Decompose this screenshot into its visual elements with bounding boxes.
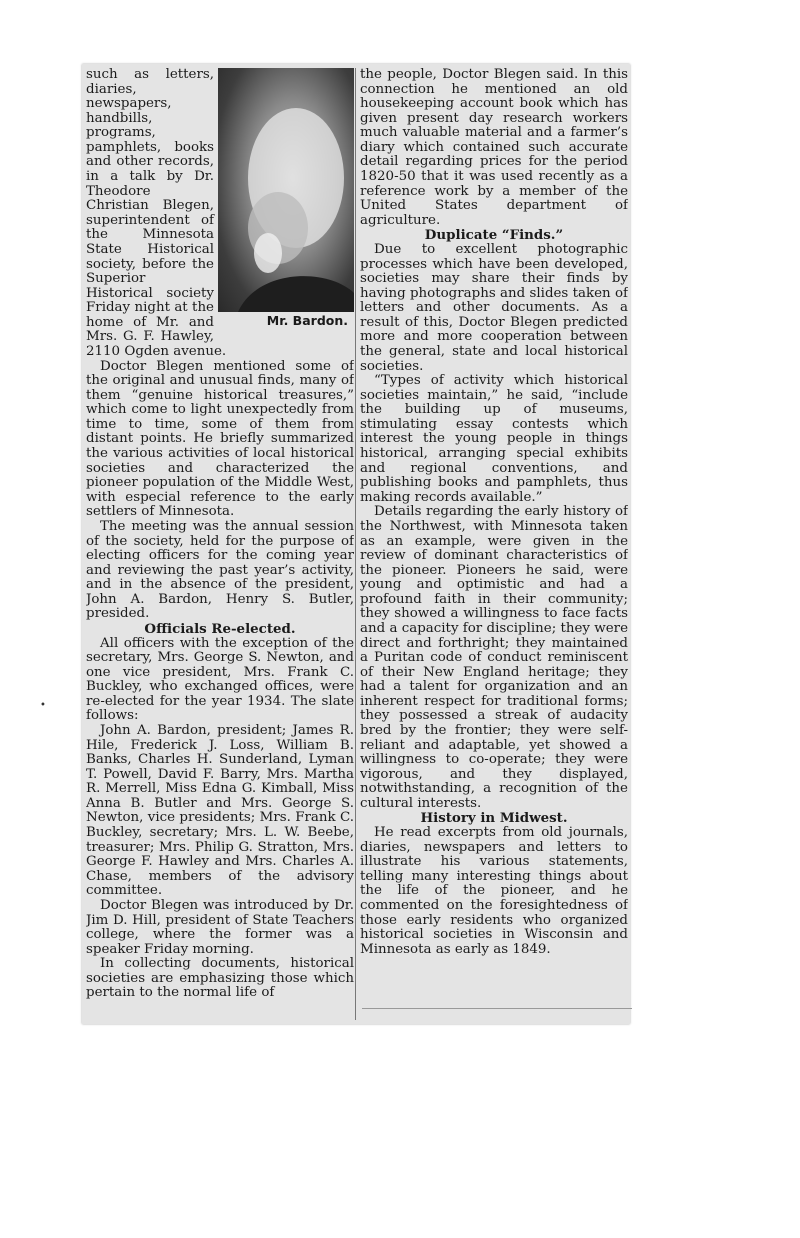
article-paragraph: the people, Doctor Blegen said. In this connection he mentioned an old housekeeping account book which has given present day research workers much valuable material and a farmer’s diary which contained such accurate detail regarding prices for the period 1820-50 that it was used recently as a reference work by a member of the United States department of agriculture. — [360, 68, 628, 228]
right-column — [360, 68, 628, 1018]
left-column — [86, 68, 354, 1018]
portrait-figure — [218, 68, 354, 332]
article-paragraph: He read excerpts from old journals, diaries, newspapers and letters to illustrate his various statements, telling many interesting things about the life of the pioneer, and he commented on the foresightedness of those early residents who organized historical societies in Wisconsin and Minnesota as early as 1849. — [360, 825, 628, 957]
portrait-silhouette — [218, 68, 354, 312]
photo-caption: Mr. Bardon. — [266, 313, 348, 328]
subheading-officials: Officials Re-elected. — [144, 620, 296, 637]
article-paragraph: The meeting was the annual session of the society, held for the purpose of electing officers for the coming year and reviewing the past year’s activity, and in the absence of the president, John A. Bardon, Henry S. Butler, presided. — [86, 518, 354, 622]
article-paragraph: Due to excellent photographic processes which have been developed, societies may share their finds by having photographs and slides taken of letters and other documents. As a result of this, Doctor Blegen predicted more and more cooperation between the general, state and local historical societies. — [360, 241, 628, 374]
article-paragraph: such as letters, diaries, newspapers, handbills, programs, pamphlets, books and other records, in a talk by Dr. Theodore Christian Blegen, superintendent of the Minnesota State Historical society, before the Superior Historical society Friday night at the home of Mr. and Mrs. G. F. Hawley, 2110 Ogden avenue. — [86, 68, 227, 359]
article-paragraph: “Types of activity which historical societies maintain,” he said, “include the building up of museums, stimulating essay contests which interest the young people in things historical, arranging special exhibits and regional conventions, and publishing books and pamphlets, thus making records available.” — [360, 373, 628, 505]
article-paragraph: All officers with the exception of the secretary, Mrs. George S. Newton, and one vice president, Mrs. Frank C. Buckley, who exchanged offices, were re-elected for the year 1934. The slate follows: — [86, 635, 354, 724]
article-paragraph: Doctor Blegen was introduced by Dr. Jim D. Hill, president of State Teachers college, where the former was a speaker Friday morning. — [86, 897, 354, 957]
article-paragraph: In collecting documents, historical societies are emphasizing those which pertain to the normal life of — [86, 956, 354, 1001]
article-paragraph: Details regarding the early history of the Northwest, with Minnesota taken as an example, were given in the review of dominant characteristics of the pioneer. Pioneers he said, were young and optimistic and had a profound faith in their community; they showed a willingness to face facts and a capacity for discipline; they were direct and forthright; they maintained a Puritan code of conduct reminiscent of their New England heritage; they had a talent for organization and an inherent respect for traditional forms; they possessed a streak of audacity bred by the frontier; they were self-reliant and adaptable, yet showed a willingness to co-operate; they were vigorous, and they displayed, notwithstanding, a recognition of the cultural interests. — [360, 504, 628, 811]
portrait-photo — [218, 68, 354, 312]
subheading-history-midwest: History in Midwest. — [420, 810, 568, 827]
article-paragraph: Doctor Blegen mentioned some of the original and unusual finds, many of them “genuine historical treasures,” which come to light unexpectedly from time to time, some of them from distant points. He briefly summarized the various activities of local historical societies and characterized the pioneer population of the Middle West, with especial reference to the early settlers of Minnesota. — [86, 358, 354, 520]
stray-mark: • — [40, 700, 46, 711]
column-divider — [355, 68, 356, 1020]
article-paragraph: John A. Bardon, president; James R. Hile, Frederick J. Loss, William B. Banks, Charles H. Sunderland, Lyman T. Powell, David F. Barry, Mrs. Martha R. Merrell, Miss Edna G. Kimball, Miss Anna B. Butler and Mrs. George S. Newton, vice presidents; Mrs. Frank C. Buckley, secretary; Mrs. L. W. Beebe, treasurer; Mrs. Philip G. Stratton, Mrs. George F. Hawley and Mrs. Charles A. Chase, members of the advisory committee. — [86, 723, 354, 899]
subheading-duplicate-finds: Duplicate “Finds.” — [424, 227, 564, 244]
clipping-bottom-edge — [362, 1008, 632, 1009]
